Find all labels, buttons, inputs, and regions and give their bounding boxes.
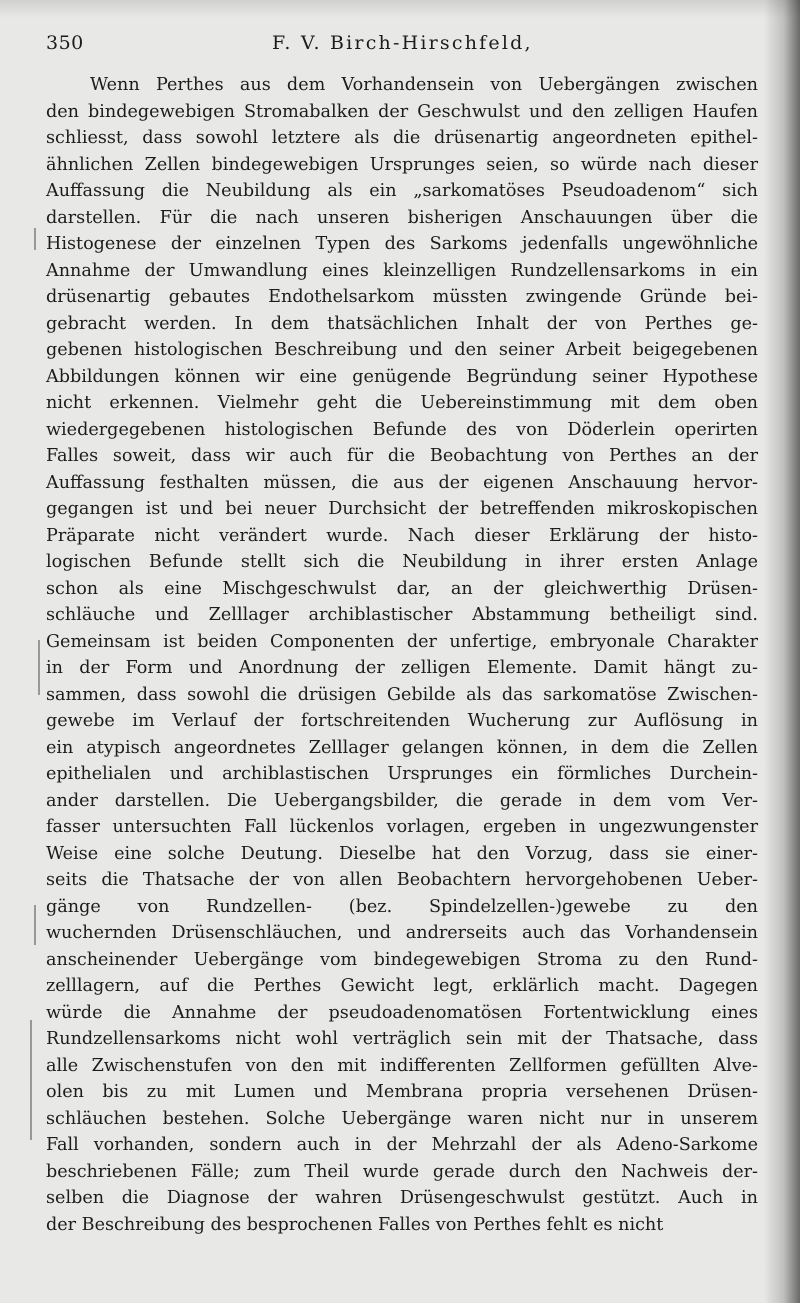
text-line: ähnlichen Zellen bindegewebigen Ursprunges seien, so würde nach dieser: [46, 154, 758, 175]
text-line: Auffassung festhalten müssen, die aus der eigenen Anschauung hervor-: [46, 472, 758, 493]
text-line: beschriebenen Fälle; zum Theil wurde gerade durch den Nachweis der-: [46, 1161, 758, 1182]
text-line: olen bis zu mit Lumen und Membrana propria versehenen Drüsen-: [46, 1082, 758, 1102]
page-number: 350: [46, 32, 84, 54]
text-line: gebracht werden. In dem thatsächlichen Inhalt der von Perthes ge-: [46, 313, 758, 334]
text-line: epithelialen und archiblastischen Ursprunges ein förmliches Durchein-: [46, 764, 758, 784]
text-line: Abbildungen können wir eine genügende Begründung seiner Hypothese: [46, 366, 758, 387]
text-line: fasser untersuchten Fall lückenlos vorlagen, ergeben in ungezwungenster: [46, 817, 758, 837]
text-line: logischen Befunde stellt sich die Neubildung in ihrer ersten Anlage: [46, 552, 758, 572]
text-line: gegangen ist und bei neuer Durchsicht der betreffenden mikroskopischen: [46, 499, 758, 519]
running-head: F. V. Birch-Hirschfeld,: [272, 32, 533, 54]
text-line: schläuche und Zelllager archiblastischer Abstammung betheiligt sind.: [46, 605, 758, 625]
text-line: selben die Diagnose der wahren Drüsengeschwulst gestützt. Auch in: [46, 1188, 758, 1208]
text-line: drüsenartig gebautes Endothelsarkom müssten zwingende Gründe bei-: [46, 287, 758, 307]
text-line: Falles soweit, dass wir auch für die Beobachtung von Perthes an der: [46, 446, 758, 466]
text-line: sammen, dass sowohl die drüsigen Gebilde als das sarkomatöse Zwischen-: [46, 684, 758, 705]
text-line: schon als eine Mischgeschwulst dar, an der gleichwerthig Drüsen-: [46, 578, 758, 599]
text-line: nicht erkennen. Vielmehr geht die Uebereinstimmung mit dem oben: [46, 393, 758, 413]
text-line: Weise eine solche Deutung. Dieselbe hat den Vorzug, dass sie einer-: [46, 843, 758, 864]
text-line: in der Form und Anordnung der zelligen Elemente. Damit hängt zu-: [46, 658, 758, 678]
text-line: Rundzellensarkoms nicht wohl verträglich sein mit der Thatsache, dass: [46, 1029, 758, 1049]
text-line: Wenn Perthes aus dem Vorhandensein von Uebergängen zwischen: [90, 75, 758, 95]
text-line: schläuchen bestehen. Solche Uebergänge waren nicht nur in unserem: [46, 1108, 758, 1129]
text-line: Präparate nicht verändert wurde. Nach dieser Erklärung der histo-: [46, 525, 758, 546]
text-line: ein atypisch angeordnetes Zelllager gelangen können, in dem die Zellen: [46, 737, 758, 758]
text-line: der Beschreibung des besprochenen Falles von Perthes fehlt es nicht: [46, 1214, 664, 1235]
text-line: den bindegewebigen Stromabalken der Geschwulst und den zelligen Haufen: [46, 101, 758, 122]
margin-pencil-mark: [34, 228, 36, 250]
text-line: würde die Annahme der pseudoadenomatösen Fortentwicklung eines: [46, 1002, 758, 1023]
text-line: ander darstellen. Die Uebergangsbilder, die gerade in dem vom Ver-: [46, 790, 758, 811]
text-line: Auffassung die Neubildung als ein „sarkomatöses Pseudoadenom“ sich: [46, 181, 758, 201]
body-text: [46, 72, 758, 1238]
text-line: Gemeinsam ist beiden Componenten der unfertige, embryonale Charakter: [46, 631, 758, 652]
text-line: Histogenese der einzelnen Typen des Sarkoms jedenfalls ungewöhnliche: [46, 234, 758, 254]
text-line: Annahme der Umwandlung eines kleinzelligen Rundzellensarkoms in ein: [46, 260, 758, 281]
margin-pencil-mark: [38, 640, 40, 695]
text-line: Fall vorhanden, sondern auch in der Mehrzahl der als Adeno-Sarkome: [46, 1135, 758, 1155]
page-top-shadow: [0, 0, 800, 18]
text-line: zelllagern, auf die Perthes Gewicht legt, erklärlich macht. Dagegen: [46, 976, 758, 996]
text-line: gebenen histologischen Beschreibung und den seiner Arbeit beigegebenen: [46, 340, 758, 360]
text-line: gewebe im Verlauf der fortschreitenden Wucherung zur Auflösung in: [46, 711, 758, 731]
text-line: alle Zwischenstufen von den mit indifferenten Zellformen gefüllten Alve-: [46, 1055, 758, 1076]
text-line: anscheinender Uebergänge vom bindegewebigen Stroma zu den Rund-: [46, 949, 758, 970]
text-line: seits die Thatsache der von allen Beobachtern hervorgehobenen Ueber-: [46, 870, 758, 890]
text-line: wuchernden Drüsenschläuchen, und andrerseits auch das Vorhandensein: [46, 923, 758, 943]
text-line: gänge von Rundzellen- (bez. Spindelzellen-)gewebe zu den: [46, 896, 758, 917]
text-line: schliesst, dass sowohl letztere als die drüsenartig angeordneten epithel-: [46, 128, 758, 148]
page-header: [46, 32, 758, 62]
text-line: wiedergegebenen histologischen Befunde des von Döderlein operirten: [46, 419, 758, 440]
margin-pencil-mark: [30, 1020, 32, 1140]
text-line: darstellen. Für die nach unseren bisherigen Anschauungen über die: [46, 207, 758, 228]
page-edge-shadow: [764, 0, 800, 1303]
margin-pencil-mark: [34, 905, 36, 945]
